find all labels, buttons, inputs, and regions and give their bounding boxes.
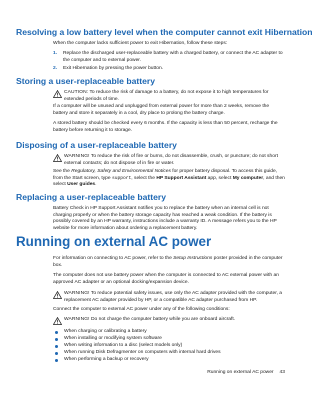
app-name: HP Support Assistant xyxy=(156,175,207,181)
step-number: 2. xyxy=(53,66,58,71)
text-run: , and then select xyxy=(53,175,285,188)
text-run: . xyxy=(95,182,97,188)
bullet-dot-icon xyxy=(55,345,58,348)
resolving-intro: When the computer lacks sufficient power to exit Hibernation, follow these steps: xyxy=(53,41,228,46)
step-number: 1. xyxy=(53,51,58,56)
bullet-dot-icon xyxy=(55,338,58,341)
menu-user-guides: User guides xyxy=(67,182,96,188)
warning-triangle-icon xyxy=(53,90,62,98)
list-item-text: When installing or modifying system software xyxy=(64,336,162,341)
warning-triangle-icon xyxy=(53,317,62,325)
storing-paragraph-2: A stored battery should be checked every 6 months. If the capacity is less than 50 percent, recharge the battery before returning it to storage. xyxy=(53,121,278,133)
running-paragraph-2: The computer does not use battery power when the computer is connected to AC external power with an approved AC adapter or an optional docking/expansion device. xyxy=(53,273,279,285)
list-item-text: When writing information to a disc (select models only) xyxy=(64,343,183,348)
text-run: For information on connecting to AC power, refer to the xyxy=(53,256,174,261)
poster-title: Setup Instructions xyxy=(173,256,213,261)
step-text: Exit Hibernation by pressing the power button. xyxy=(63,66,164,71)
warning-text: To reduce the risk of fire or burns, do not disassemble, crush, or puncture; do not short external contacts; do not dispose of in fire or water. xyxy=(64,154,278,166)
heading-running: Running on external AC power xyxy=(16,234,212,249)
bullet-dot-icon xyxy=(55,331,58,334)
list-item-text: When charging or calibrating a battery xyxy=(64,329,147,334)
menu-my-computer: My computer xyxy=(232,175,264,181)
bullet-dot-icon xyxy=(55,359,58,362)
list-item-text: When performing a backup or recovery xyxy=(64,357,149,362)
running-paragraph-3: Connect the computer to external AC power under any of the following conditions: xyxy=(53,307,230,312)
replacing-paragraph: Battery Check in HP Support Assistant notifies you to replace the battery when an internal cell is not charging properly or when the battery storage capacity has reached a weak condition. If the battery is possibly covered by an HP warranty, instructions include a warranty ID. A message refers you to the HP website for more information about ordering a replacement battery. xyxy=(53,206,277,231)
storing-paragraph-1: If a computer will be unused and unplugged from external power for more than 2 weeks, remove the battery and store it separately in a cool, dry place to prolong the battery charge. xyxy=(53,104,270,116)
warning-triangle-icon xyxy=(53,291,62,299)
caution-label: CAUTION: xyxy=(64,90,89,95)
warning-text: Do not charge the computer battery while you are onboard aircraft. xyxy=(90,317,236,322)
text-run: poster provided in the computer box. xyxy=(53,256,283,268)
heading-storing: Storing a user-replaceable battery xyxy=(16,76,155,86)
warning-triangle-icon xyxy=(53,154,62,162)
heading-replacing: Replacing a user-replaceable battery xyxy=(16,192,166,202)
guide-title: Regulatory, Safety and Environmental Notices xyxy=(71,169,171,174)
running-paragraph-1 xyxy=(53,256,285,269)
list-item-text: When running Disk Defragmenter on computers with internal hard drives xyxy=(64,350,221,355)
caution-text: To reduce the risk of damage to a battery, do not expose it to high temperatures for extended periods of time. xyxy=(64,90,269,102)
text-run: for proper battery disposal. To access this guide, from the Start screen, type xyxy=(53,169,278,181)
warning-label: WARNING! xyxy=(64,291,90,296)
page-number: 43 xyxy=(279,370,285,375)
warning-text: To reduce potential safety issues, use only the AC adapter provided with the computer, a replacement AC adapter provided by HP, or a compatible AC adapter purchased from HP. xyxy=(64,291,283,303)
warning-label: WARNING! xyxy=(64,154,90,159)
bullet-dot-icon xyxy=(55,352,58,355)
disposing-paragraph xyxy=(53,169,285,189)
page-footer xyxy=(207,370,285,375)
warning-label: WARNING! xyxy=(64,317,90,322)
heading-resolving: Resolving a low battery level when the computer cannot exit Hibernation xyxy=(16,27,313,37)
text-run: See the xyxy=(53,169,72,174)
step-text: Replace the discharged user-replaceable battery with a charged battery, or connect the AC adapter to the computer and to external power. xyxy=(63,51,283,63)
heading-disposing: Disposing of a user-replaceable battery xyxy=(16,140,177,150)
search-term: support xyxy=(111,175,132,181)
text-run: , select the xyxy=(131,175,157,181)
footer-section-title: Running on external AC power xyxy=(207,370,274,375)
text-run: app, select xyxy=(206,175,233,181)
